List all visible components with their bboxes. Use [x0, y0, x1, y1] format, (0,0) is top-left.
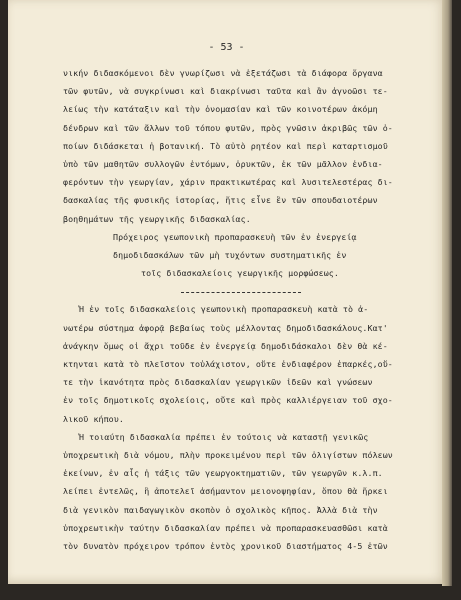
section-heading-line: Πρόχειρος γεωπονικὴ προπαρασκευὴ τῶν ἐν ἐνεργείᾳ: [113, 231, 357, 242]
page-edge: [442, 0, 452, 586]
section-heading-line: δημοδιδασκάλων τῶν μὴ τυχόντων συστηματικῆς ἐν: [113, 249, 347, 260]
text-line: ὑποχρεωτικὴ διὰ νόμου, πλὴν προκειμένου περὶ τῶν ὀλιγίστων πόλεων: [63, 449, 393, 460]
text-line: κτηνται κατὰ τὸ πλεῖστον τοὐλάχιστον, οὔτε ἐνδιαφέρον ἐπαρκές,οὔ-: [63, 359, 393, 369]
text-line: τῶν φυτῶν, νὰ συγκρίνωσι καὶ διακρίνωσι ταῦτα καὶ ἂν ἀγνοῶσι τε-: [63, 86, 388, 97]
text-line: τε τὴν ἱκανότητα πρὸς διδασκαλίαν γεωργικῶν ἰδεῶν καὶ γνώσεων: [63, 377, 373, 388]
section-separator: [63, 282, 428, 300]
dashed-rule: [181, 292, 301, 293]
text-line: διὰ γενικὸν παιδαγωγικὸν σκοπὸν ὁ σχολικὸς κῆπος. Ἀλλὰ διὰ τὴν: [63, 504, 378, 515]
typewritten-page: [8, 0, 445, 584]
text-line: ὑποχρεωτικὴν ταύτην διδασκαλίαν πρέπει νὰ προπαρασκευασθῶσι κατὰ: [63, 522, 388, 533]
text-line: ἐκείνων, ἐν αἷς ἡ τάξις τῶν γεωργοκτηματιῶν, τῶν γεωργῶν κ.λ.π.: [63, 468, 383, 479]
text-line: ἐν τοῖς δημοτικοῖς σχολείοις, οὔτε καὶ πρὸς καλλιέργειαν τοῦ σχο-: [63, 395, 393, 406]
text-line: φερόντων τὴν γεωργίαν, χάριν πρακτικωτέρας καὶ λυσιτελεστέρας δι-: [63, 177, 393, 188]
text-line: νωτέρω σύστημα ἀφορᾷ βεβαίως τοὺς μέλλοντας δημοδιδασκάλους.Κατ': [63, 322, 388, 333]
text-line: δασκαλίας τῆς φυσικῆς ἱστορίας, ἥτις εἶνε ἓν τῶν σπουδαιοτέρων: [63, 195, 378, 206]
text-line: λείως τὴν κατάταξιν καὶ τὴν ὀνομασίαν καὶ τῶν κοινοτέρων ἀκόμη: [63, 104, 378, 115]
text-line: βοηθημάτων τῆς γεωργικῆς διδασκαλίας.: [63, 213, 251, 224]
text-line: δένδρων καὶ τῶν ἄλλων τοῦ τόπου φυτῶν, πρὸς γνῶσιν ἀκριβῶς τῶν ὁ-: [63, 122, 393, 133]
document-body: [63, 64, 428, 555]
text-line: τὸν δυνατὸν πρόχειρον τρόπον ἐντὸς χρονικοῦ διαστήματος 4-5 ἐτῶν: [63, 540, 388, 551]
text-line: ὑπὸ τῶν μαθητῶν συλλογῶν ἐντόμων, ὀρυκτῶν, ἐκ τῶν μᾶλλον ἐνδια-: [63, 158, 383, 169]
section-heading-line: τοῖς διδασκαλείοις γεωργικῆς μορφώσεως.: [141, 268, 339, 279]
text-line: νικήν διδασκόμενοι δὲν γνωρίζωσι νὰ ἐξετάζωσι τὰ διάφορα ὄργανα: [63, 68, 383, 78]
text-line: ποίων διδάσκεται ἡ βοτανική. Τὸ αὐτὸ ρητέον καὶ περὶ καταρτισμοῦ: [63, 140, 388, 151]
text-line: ἀνάγκην ὅμως οἱ ἄχρι τοῦδε ἐν ἐνεργείᾳ δημοδιδάσκαλοι δὲν θὰ κέ-: [63, 340, 388, 351]
text-line: λείπει ἐντελῶς, ἢ ἀποτελεῖ ἀσήμαντον μειονοψηφίαν, ὅπου θὰ ἤρκει: [63, 486, 388, 497]
text-line: Ἡ τοιαύτη διδασκαλία πρέπει ἐν τούτοις νὰ καταστῇ γενικῶς: [79, 431, 369, 442]
text-line: λικοῦ κήπου.: [63, 413, 124, 424]
text-line: Ἡ ἐν τοῖς διδασκαλείοις γεωπονικὴ προπαρασκευὴ κατὰ τὸ ἀ-: [79, 304, 369, 315]
page-number: - 53 -: [208, 42, 245, 53]
